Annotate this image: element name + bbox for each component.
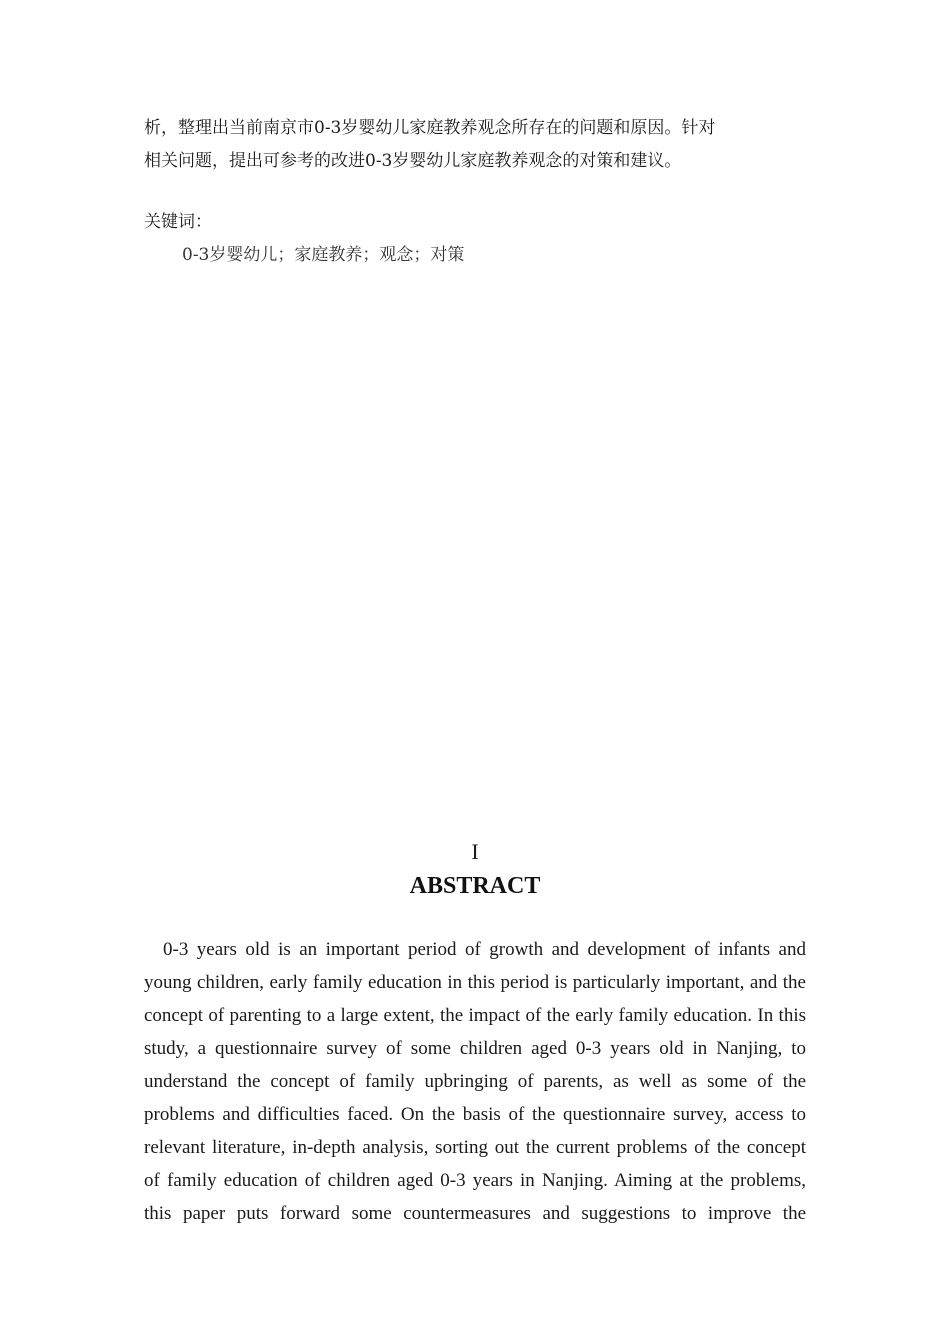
english-abstract-line: 0-3 years old is an important period of growth and development of infants and — [163, 939, 806, 960]
english-abstract-line: problems and difficulties faced. On the basis of the questionnaire survey, access to — [144, 1104, 806, 1125]
english-abstract-line: concept of parenting to a large extent, the impact of the early family education. In this — [144, 1005, 806, 1026]
english-abstract-line: young children, early family education in this period is particularly important, and the — [144, 972, 806, 993]
keywords-label: 关键词： — [144, 212, 212, 232]
english-abstract-paragraph — [144, 933, 806, 1230]
page-number: I — [471, 839, 479, 864]
abstract-title: ABSTRACT — [409, 873, 541, 899]
english-abstract-line: understand the concept of family upbringing of parents, as well as some of the — [144, 1071, 806, 1092]
chinese-abstract-line: 相关问题，提出可参考的改进0-3岁婴幼儿家庭教养观念的对策和建议。 — [144, 151, 682, 171]
keywords-text: 0-3岁婴幼儿；家庭教养；观念；对策 — [182, 245, 465, 265]
chinese-abstract-paragraph — [144, 112, 806, 178]
english-abstract-line: study, a questionnaire survey of some children aged 0-3 years old in Nanjing, to — [144, 1038, 806, 1059]
chinese-abstract-line: 析，整理出当前南京市0-3岁婴幼儿家庭教养观念所存在的问题和原因。针对 — [144, 118, 716, 138]
english-abstract-line: relevant literature, in-depth analysis, sorting out the current problems of the concept — [144, 1137, 806, 1158]
english-abstract-line: of family education of children aged 0-3 years in Nanjing. Aiming at the problems, — [144, 1170, 806, 1191]
english-abstract-line: this paper puts forward some countermeasures and suggestions to improve the — [144, 1203, 806, 1224]
